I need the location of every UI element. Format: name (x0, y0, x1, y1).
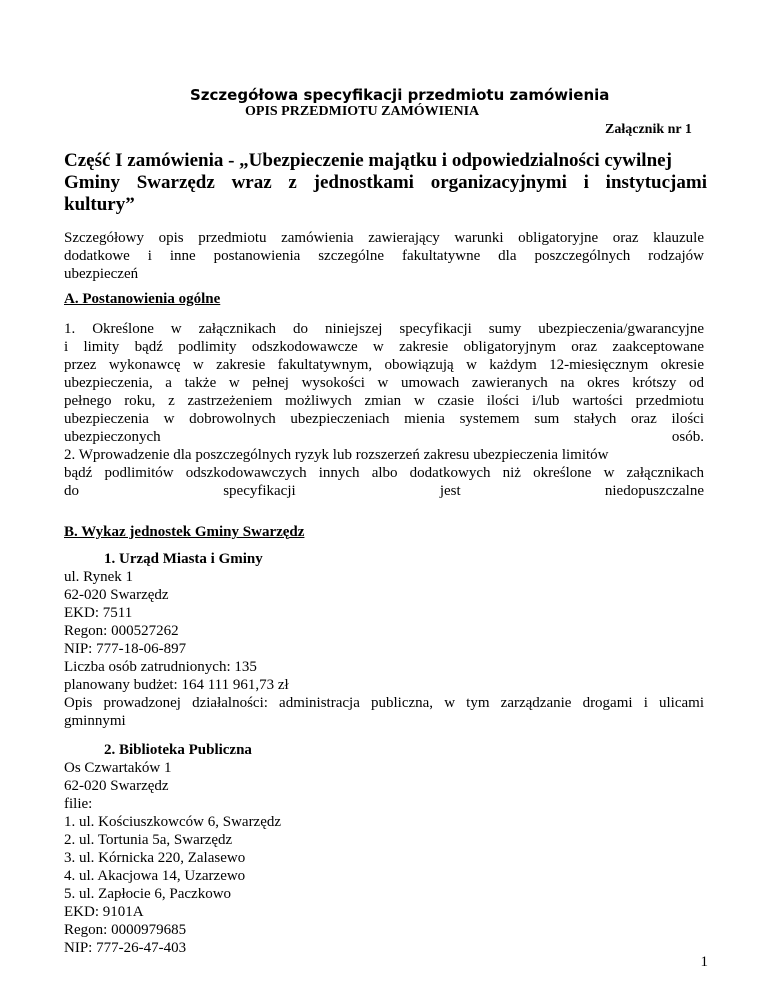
section-a-line-2: i limity bądź podlimity odszkodowawcze w zakresie obligatoryjnym oraz zaakceptowane (64, 339, 704, 355)
unit-1-line: planowany budżet: 164 111 961,73 zł (64, 677, 289, 693)
section-a-line-9: bądź podlimitów odszkodowawczych innych albo dodatkowych niż określone w załącznikach (64, 465, 704, 481)
intro-line-2: dodatkowe i inne postanowienia szczególne fakultatywne dla poszczególnych rodzajów (64, 248, 704, 264)
unit-1-line: EKD: 7511 (64, 605, 133, 621)
unit-1-line: Regon: 000527262 (64, 623, 179, 639)
section-b-heading: B. Wykaz jednostek Gminy Swarzędz (64, 524, 305, 540)
unit-2-heading: 2. Biblioteka Publiczna (104, 742, 252, 758)
unit-2-line: filie: (64, 796, 93, 812)
section-a-line-10: do specyfikacji jest niedopuszczalne (64, 483, 704, 499)
unit-1-line: 62-020 Swarzędz (64, 587, 169, 603)
unit-2-line: EKD: 9101A (64, 904, 144, 920)
unit-1-line: NIP: 777-18-06-897 (64, 641, 187, 657)
unit-2-line: 1. ul. Kościuszkowców 6, Swarzędz (64, 814, 282, 830)
unit-2-line: 3. ul. Kórnicka 220, Zalasewo (64, 850, 246, 866)
section-a-line-1: 1. Określone w załącznikach do niniejszej specyfikacji sumy ubezpieczenia/gwarancyjne (64, 321, 704, 337)
unit-1-line: ul. Rynek 1 (64, 569, 133, 585)
unit-2-line: Regon: 0000979685 (64, 922, 187, 938)
unit-1-heading: 1. Urząd Miasta i Gminy (104, 551, 263, 567)
section-a-line-7: ubezpieczonych osób. (64, 429, 704, 445)
unit-2-line: Os Czwartaków 1 (64, 760, 172, 776)
document-subtitle: OPIS PRZEDMIOTU ZAMÓWIENIA (245, 104, 480, 119)
page-number: 1 (700, 954, 708, 970)
section-a-line-4: ubezpieczenia, a także w pełnej wysokości w umowach zawieranych na okres krótszy od (64, 375, 704, 391)
intro-line-1: Szczegółowy opis przedmiotu zamówienia zawierający warunki obligatoryjne oraz klauzule (64, 230, 704, 246)
document-title: Szczegółowa specyfikacji przedmiotu zamówienia (190, 86, 610, 104)
unit-2-line: 4. ul. Akacjowa 14, Uzarzewo (64, 868, 246, 884)
section-a-line-6: ubezpieczenia w dobrowolnych ubezpieczeniach mienia systemem sum stałych oraz ilości (64, 411, 704, 427)
intro-line-3: ubezpieczeń (64, 266, 139, 282)
unit-2-line: 62-020 Swarzędz (64, 778, 169, 794)
section-a-line-8: 2. Wprowadzenie dla poszczególnych ryzyk lub rozszerzeń zakresu ubezpieczenia limitów (64, 447, 609, 463)
unit-2-line: 5. ul. Zapłocie 6, Paczkowo (64, 886, 232, 902)
unit-1-line: Opis prowadzonej działalności: administracja publiczna, w tym zarządzanie drogami i ulicami (64, 695, 704, 711)
unit-1-line: gminnymi (64, 713, 126, 729)
part-heading-line-3: kultury” (64, 194, 135, 215)
unit-2-line: 2. ul. Tortunia 5a, Swarzędz (64, 832, 233, 848)
attachment-label: Załącznik nr 1 (605, 122, 692, 137)
part-heading-line-2: Gminy Swarzędz wraz z jednostkami organizacyjnymi i instytucjami (64, 172, 707, 193)
section-a-heading: A. Postanowienia ogólne (64, 291, 221, 307)
section-a-line-5: pełnego roku, z zastrzeżeniem możliwych zmian w czasie ilości i/lub wartości przedmiotu (64, 393, 704, 409)
unit-2-line: NIP: 777-26-47-403 (64, 940, 187, 956)
part-heading-line-1: Część I zamówienia - „Ubezpieczenie majątku i odpowiedzialności cywilnej (64, 150, 672, 171)
section-a-line-3: przez wykonawcę w zakresie fakultatywnym, obowiązują w każdym 12-miesięcznym okresie (64, 357, 704, 373)
unit-1-line: Liczba osób zatrudnionych: 135 (64, 659, 257, 675)
